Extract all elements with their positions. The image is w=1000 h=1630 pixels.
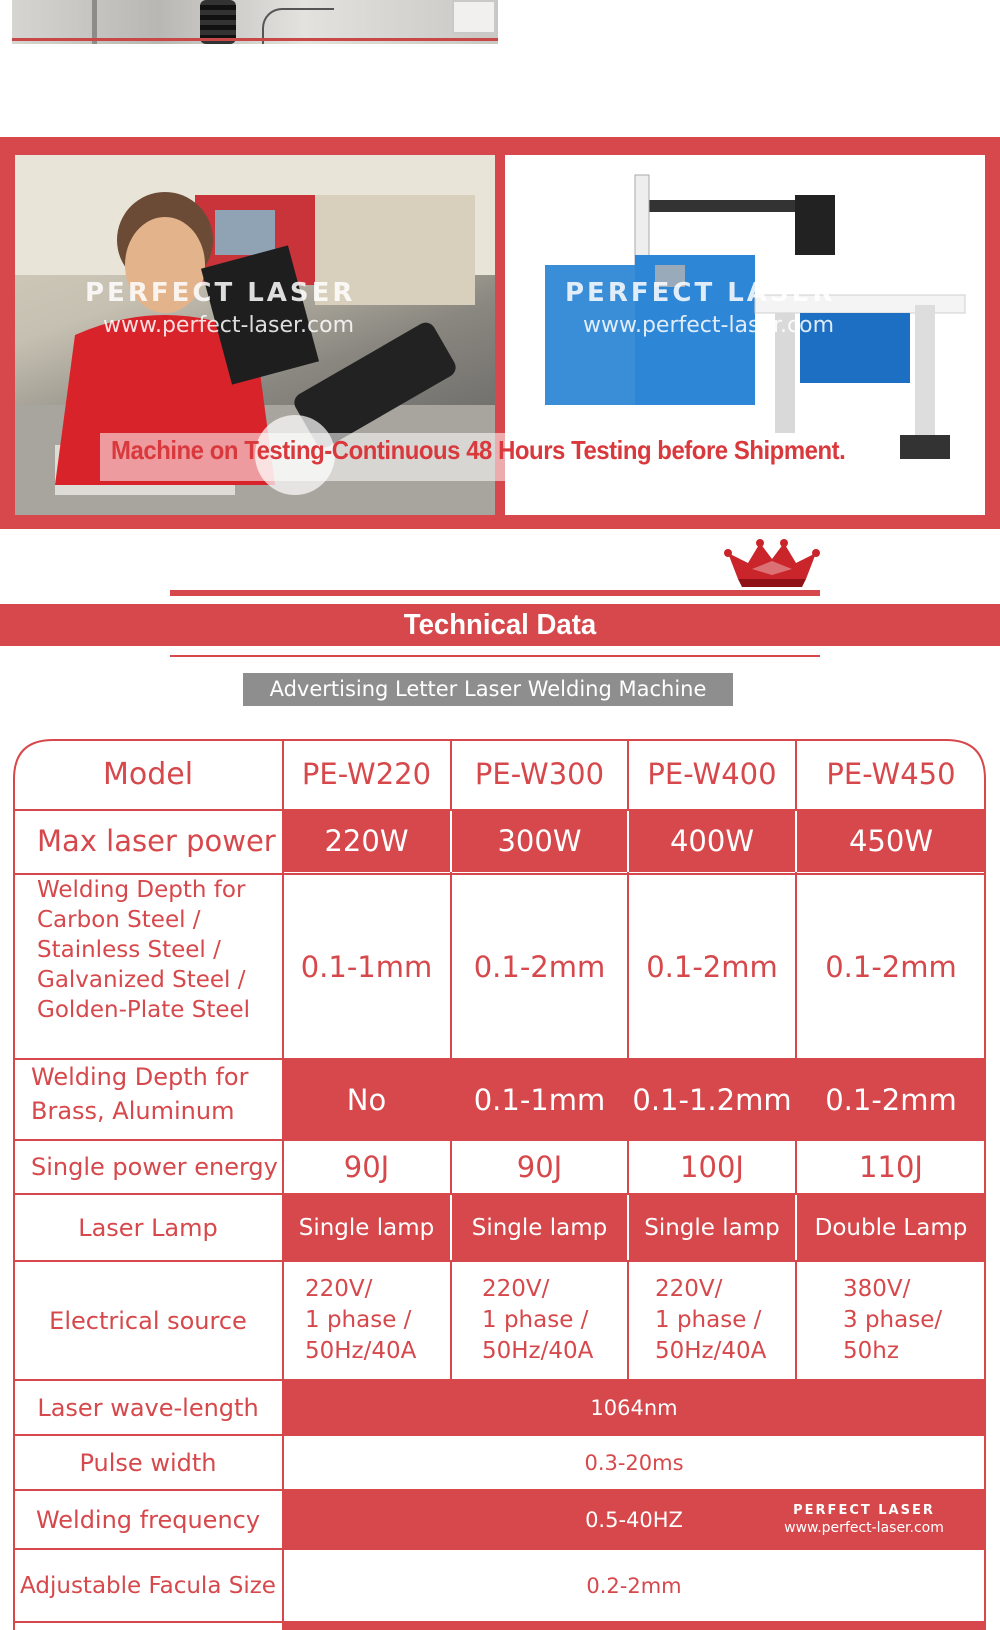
value-depth-brass-w300: 0.1-1mm bbox=[473, 1082, 606, 1117]
header-pe-w400: PE-W400 bbox=[647, 757, 777, 791]
header-pe-w450: PE-W450 bbox=[826, 757, 956, 791]
value-electrical-w220: 220V/ 1 phase / 50Hz/40A bbox=[305, 1276, 417, 1364]
crown-icon bbox=[722, 533, 822, 589]
perfect-laser-logo: PERFECT LASER www.perfect-laser.com bbox=[784, 1503, 944, 1536]
value-power-w400: 400W bbox=[669, 824, 755, 858]
label-pulse-width: Pulse width bbox=[79, 1448, 217, 1477]
value-lamp-w220: Single lamp bbox=[298, 1214, 435, 1241]
technical-data-title: Technical Data bbox=[403, 609, 597, 641]
watermark-brand: PERFECT LASER bbox=[565, 278, 836, 308]
value-power-w450: 450W bbox=[848, 824, 934, 858]
top-product-photo bbox=[12, 0, 498, 44]
value-lamp-w300: Single lamp bbox=[471, 1214, 608, 1241]
value-electrical-w450: 380V/ 3 phase/ 50hz bbox=[843, 1276, 943, 1364]
header-pe-w300: PE-W300 bbox=[474, 757, 605, 791]
value-lamp-w450: Double Lamp bbox=[814, 1214, 968, 1241]
spec-table bbox=[13, 739, 986, 1630]
watermark-url: www.perfect-laser.com bbox=[583, 313, 835, 338]
label-max-power: Max laser power bbox=[37, 824, 276, 858]
value-electrical-w400: 220V/ 1 phase / 50Hz/40A bbox=[655, 1276, 767, 1364]
value-lamp-w400: Single lamp bbox=[644, 1214, 780, 1241]
header-pe-w220: PE-W220 bbox=[301, 757, 432, 791]
label-depth-steel: Welding Depth for Carbon Steel / Stainless Steel / Galvanized Steel / Golden-Plate Steel bbox=[37, 877, 251, 1023]
divider-bottom bbox=[170, 655, 820, 657]
value-facula-size: 0.2-2mm bbox=[586, 1573, 682, 1598]
value-power-w300: 300W bbox=[497, 824, 582, 858]
testing-caption: Machine on Testing-Continuous 48 Hours Testing before Shipment. bbox=[111, 435, 846, 465]
value-energy-w220: 90J bbox=[343, 1150, 390, 1184]
value-depth-steel-w450: 0.1-2mm bbox=[825, 949, 957, 984]
value-wavelength: 1064nm bbox=[590, 1395, 678, 1420]
label-depth-brass: Welding Depth for Brass, Aluminum bbox=[31, 1063, 249, 1125]
machine-name: Advertising Letter Laser Welding Machine bbox=[269, 677, 707, 701]
watermark-url: www.perfect-laser.com bbox=[103, 313, 355, 338]
label-facula-size: Adjustable Facula Size bbox=[20, 1572, 276, 1599]
value-depth-brass-w450: 0.1-2mm bbox=[825, 1082, 957, 1117]
value-welding-frequency: 0.5-40HZ bbox=[585, 1507, 683, 1532]
value-depth-steel-w400: 0.1-2mm bbox=[646, 949, 778, 984]
label-welding-frequency: Welding frequency bbox=[35, 1505, 261, 1534]
value-energy-w300: 90J bbox=[516, 1150, 563, 1184]
label-electrical-source: Electrical source bbox=[49, 1306, 247, 1335]
label-laser-lamp: Laser Lamp bbox=[78, 1213, 218, 1242]
value-energy-w400: 100J bbox=[680, 1150, 744, 1184]
value-electrical-w300: 220V/ 1 phase / 50Hz/40A bbox=[482, 1276, 594, 1364]
watermark-brand: PERFECT LASER bbox=[85, 278, 356, 308]
divider-top bbox=[170, 590, 820, 596]
value-energy-w450: 110J bbox=[859, 1150, 923, 1184]
value-depth-steel-w300: 0.1-2mm bbox=[473, 949, 606, 984]
label-wavelength: Laser wave-length bbox=[37, 1393, 259, 1422]
value-pulse-width: 0.3-20ms bbox=[584, 1450, 684, 1475]
value-depth-steel-w220: 0.1-1mm bbox=[300, 949, 433, 984]
value-depth-brass-w220: No bbox=[346, 1082, 387, 1117]
label-single-energy: Single power energy bbox=[31, 1153, 278, 1181]
value-depth-brass-w400: 0.1-1.2mm bbox=[632, 1082, 792, 1117]
value-power-w220: 220W bbox=[324, 824, 409, 858]
header-model: Model bbox=[102, 756, 194, 792]
